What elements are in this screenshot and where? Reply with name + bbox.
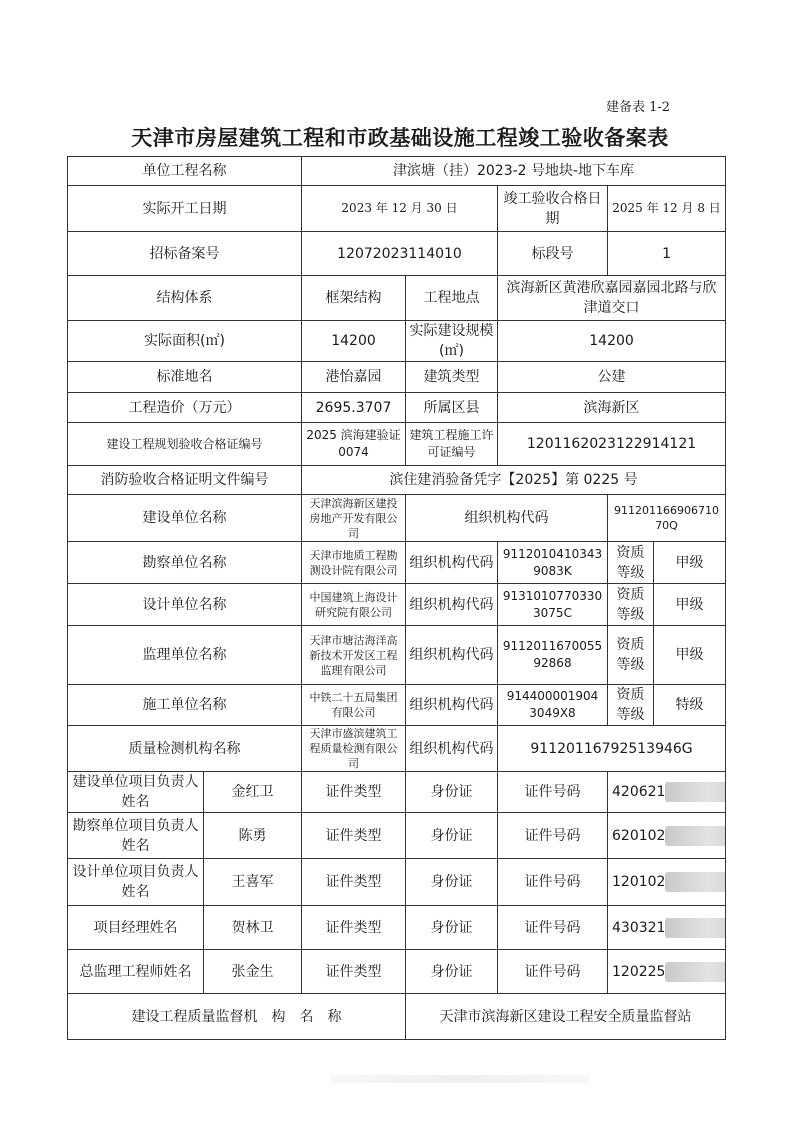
id-prefix: 420621	[612, 784, 666, 800]
org-code-label: 组织机构代码	[406, 626, 498, 685]
org-code-label: 组织机构代码	[406, 542, 498, 584]
person-row	[68, 950, 726, 994]
person-name: 张金生	[204, 950, 302, 994]
value-supervision: 天津市滨海新区建设工程安全质量监督站	[406, 994, 726, 1040]
value-construction-permit: 1201162023122914121	[498, 423, 726, 466]
value-district: 滨海新区	[498, 393, 726, 423]
value-location: 滨海新区黄港欣嘉园嘉园北路与欣津道交口	[498, 276, 726, 321]
row-unit-supervision	[68, 626, 726, 685]
scan-smudge	[330, 1075, 590, 1083]
id-type-label: 证件类型	[302, 950, 406, 994]
redaction-blur	[665, 962, 725, 982]
org-code-label: 组织机构代码	[406, 685, 498, 726]
value-structure: 框架结构	[302, 276, 406, 321]
org-code-value: 91120116690671070Q	[608, 495, 726, 542]
person-name: 贺林卫	[204, 906, 302, 950]
id-type-label: 证件类型	[302, 772, 406, 813]
value-actual-area: 14200	[302, 321, 406, 362]
org-code-label: 组织机构代码	[406, 495, 608, 542]
unit-name: 天津市塘沽海洋高新技术开发区工程监理有限公司	[302, 626, 406, 685]
redaction-blur	[665, 918, 725, 938]
qual-value: 甲级	[654, 542, 726, 584]
label-supervision: 建设工程质量监督机 构 名 称	[68, 994, 406, 1040]
row-fire-cert	[68, 466, 726, 495]
label-district: 所属区县	[406, 393, 498, 423]
id-no-value	[608, 950, 726, 994]
row-certs	[68, 423, 726, 466]
row-place	[68, 362, 726, 393]
id-no-label: 证件号码	[498, 906, 608, 950]
value-unit-project-name: 津滨塘（挂）2023-2 号地块-地下车库	[302, 157, 726, 186]
row-unit-survey	[68, 542, 726, 584]
id-type-label: 证件类型	[302, 859, 406, 906]
row-structure	[68, 276, 726, 321]
value-acceptance-date: 2025 年 12 月 8 日	[608, 186, 726, 232]
person-name: 金红卫	[204, 772, 302, 813]
value-section-no: 1	[608, 232, 726, 276]
label-acceptance-date: 竣工验收合格日期	[498, 186, 608, 232]
person-row	[68, 906, 726, 950]
label-std-place: 标准地名	[68, 362, 302, 393]
value-planning-cert: 2025 滨海建验证0074	[302, 423, 406, 466]
unit-name: 天津滨海新区建投房地产开发有限公司	[302, 495, 406, 542]
label-construction-permit: 建筑工程施工许可证编号	[406, 423, 498, 466]
qual-label: 资质等级	[608, 542, 654, 584]
label-structure: 结构体系	[68, 276, 302, 321]
id-type-label: 证件类型	[302, 813, 406, 859]
id-prefix: 120102	[612, 874, 666, 890]
id-prefix: 120225	[612, 963, 666, 980]
person-role: 总监理工程师姓名	[68, 950, 204, 994]
person-row	[68, 772, 726, 813]
label-tender-no: 招标备案号	[68, 232, 302, 276]
row-area	[68, 321, 726, 362]
id-type-value: 身份证	[406, 950, 498, 994]
row-unit-project-name	[68, 157, 726, 186]
unit-label: 施工单位名称	[68, 685, 302, 726]
label-planning-cert: 建设工程规划验收合格证编号	[68, 423, 302, 466]
id-prefix: 430321	[612, 919, 666, 936]
unit-name: 中铁二十五局集团有限公司	[302, 685, 406, 726]
id-no-value	[608, 906, 726, 950]
org-code-value: 91120104103439083K	[498, 542, 608, 584]
unit-name: 天津市盛滨建筑工程质量检测有限公司	[302, 726, 406, 772]
unit-label: 勘察单位名称	[68, 542, 302, 584]
org-code-value: 911201167005592868	[498, 626, 608, 685]
id-no-label: 证件号码	[498, 772, 608, 813]
row-cost	[68, 393, 726, 423]
qual-value: 特级	[654, 685, 726, 726]
label-actual-area: 实际面积(㎡)	[68, 321, 302, 362]
row-unit-design	[68, 584, 726, 626]
id-prefix: 620102	[612, 827, 666, 844]
unit-label: 建设单位名称	[68, 495, 302, 542]
person-row	[68, 859, 726, 906]
id-type-label: 证件类型	[302, 906, 406, 950]
redaction-blur	[665, 782, 725, 802]
id-no-label: 证件号码	[498, 859, 608, 906]
id-no-label: 证件号码	[498, 950, 608, 994]
org-code-label: 组织机构代码	[406, 584, 498, 626]
label-build-scale: 实际建设规模(㎡)	[406, 321, 498, 362]
person-row	[68, 813, 726, 859]
label-fire-cert: 消防验收合格证明文件编号	[68, 466, 302, 495]
qual-value: 甲级	[654, 626, 726, 685]
org-code-value: 91120116792513946G	[498, 726, 726, 772]
person-name: 王喜军	[204, 859, 302, 906]
id-no-value	[608, 772, 726, 813]
id-type-value: 身份证	[406, 772, 498, 813]
person-role: 设计单位项目负责人姓名	[68, 859, 204, 906]
value-tender-no: 12072023114010	[302, 232, 498, 276]
person-role: 勘察单位项目负责人姓名	[68, 813, 204, 859]
value-cost: 2695.3707	[302, 393, 406, 423]
id-no-value	[608, 859, 726, 906]
person-role: 项目经理姓名	[68, 906, 204, 950]
qual-label: 资质等级	[608, 584, 654, 626]
row-supervision-station	[68, 994, 726, 1040]
label-section-no: 标段号	[498, 232, 608, 276]
label-location: 工程地点	[406, 276, 498, 321]
unit-label: 监理单位名称	[68, 626, 302, 685]
label-start-date: 实际开工日期	[68, 186, 302, 232]
org-code-value: 914400001904 3049X8	[498, 685, 608, 726]
form-number: 建备表 1-2	[606, 100, 671, 115]
unit-label: 设计单位名称	[68, 584, 302, 626]
row-dates	[68, 186, 726, 232]
id-type-value: 身份证	[406, 906, 498, 950]
org-code-value: 91310107703303075C	[498, 584, 608, 626]
id-type-value: 身份证	[406, 859, 498, 906]
redaction-blur	[665, 826, 725, 846]
id-type-value: 身份证	[406, 813, 498, 859]
unit-name: 中国建筑上海设计研究院有限公司	[302, 584, 406, 626]
row-unit-testing	[68, 726, 726, 772]
org-code-label: 组织机构代码	[406, 726, 498, 772]
qual-label: 资质等级	[608, 626, 654, 685]
unit-name: 天津市地质工程勘测设计院有限公司	[302, 542, 406, 584]
qual-label: 资质等级	[608, 685, 654, 726]
unit-label: 质量检测机构名称	[68, 726, 302, 772]
id-no-value	[608, 813, 726, 859]
value-fire-cert: 滨住建消验备凭字【2025】第 0225 号	[302, 466, 726, 495]
value-build-scale: 14200	[498, 321, 726, 362]
value-start-date: 2023 年 12 月 30 日	[302, 186, 498, 232]
person-name: 陈勇	[204, 813, 302, 859]
record-table	[67, 156, 726, 1040]
label-unit-project-name: 单位工程名称	[68, 157, 302, 186]
label-cost: 工程造价（万元）	[68, 393, 302, 423]
id-no-label: 证件号码	[498, 813, 608, 859]
label-build-type: 建筑类型	[406, 362, 498, 393]
value-std-place: 港怡嘉园	[302, 362, 406, 393]
qual-value: 甲级	[654, 584, 726, 626]
row-tender	[68, 232, 726, 276]
row-unit-builder	[68, 495, 726, 542]
value-build-type: 公建	[498, 362, 726, 393]
person-role: 建设单位项目负责人姓名	[68, 772, 204, 813]
row-unit-contractor	[68, 685, 726, 726]
redaction-blur	[665, 872, 725, 892]
page-title: 天津市房屋建筑工程和市政基础设施工程竣工验收备案表	[131, 126, 669, 150]
